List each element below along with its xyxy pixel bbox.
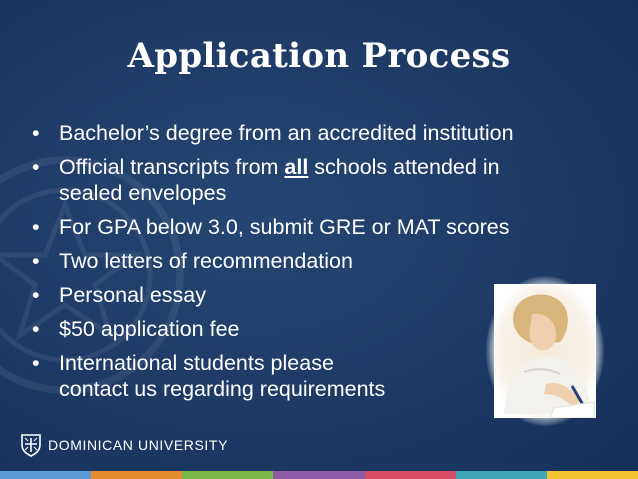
bullet-item xyxy=(32,248,602,274)
student-photo xyxy=(486,276,604,426)
bullet-dot: • xyxy=(32,215,40,239)
university-name: DOMINICAN UNIVERSITY xyxy=(48,437,229,453)
slide-title: Application Process xyxy=(127,36,511,76)
bullet-emphasis: all xyxy=(284,155,309,179)
bullet-text: Bachelor’s degree from an accredited institution xyxy=(59,121,514,145)
stripe-segment xyxy=(456,471,547,479)
color-stripe xyxy=(0,471,638,479)
bullet-text: Official transcripts from xyxy=(59,155,285,179)
bullet-dot: • xyxy=(32,351,40,375)
bullet-dot: • xyxy=(32,249,40,273)
bullet-text: Personal essay xyxy=(59,283,206,307)
bullet-text: schools attended in xyxy=(308,155,500,179)
stripe-segment xyxy=(547,471,638,479)
bullet-text: For GPA below 3.0, submit GRE or MAT scores xyxy=(59,215,510,239)
bullet-continuation: contact us regarding requirements xyxy=(59,377,386,401)
footer-logo xyxy=(20,433,228,457)
bullet-dot: • xyxy=(32,317,40,341)
bullet-text: Two letters of recommendation xyxy=(59,249,353,273)
stripe-segment xyxy=(0,471,91,479)
stripe-segment xyxy=(365,471,456,479)
bullet-dot: • xyxy=(32,283,40,307)
stripe-segment xyxy=(273,471,364,479)
bullet-item xyxy=(32,214,602,240)
bullet-text: $50 application fee xyxy=(59,317,240,341)
student-writing-image xyxy=(494,284,596,418)
bullet-item xyxy=(32,154,602,206)
bullet-dot: • xyxy=(32,121,40,145)
bullet-item xyxy=(32,120,602,146)
stripe-segment xyxy=(91,471,182,479)
stripe-segment xyxy=(182,471,273,479)
bullet-dot: • xyxy=(32,155,40,179)
shield-icon xyxy=(20,433,42,457)
bullet-text: International students please xyxy=(59,351,334,375)
bullet-continuation: sealed envelopes xyxy=(59,181,227,205)
